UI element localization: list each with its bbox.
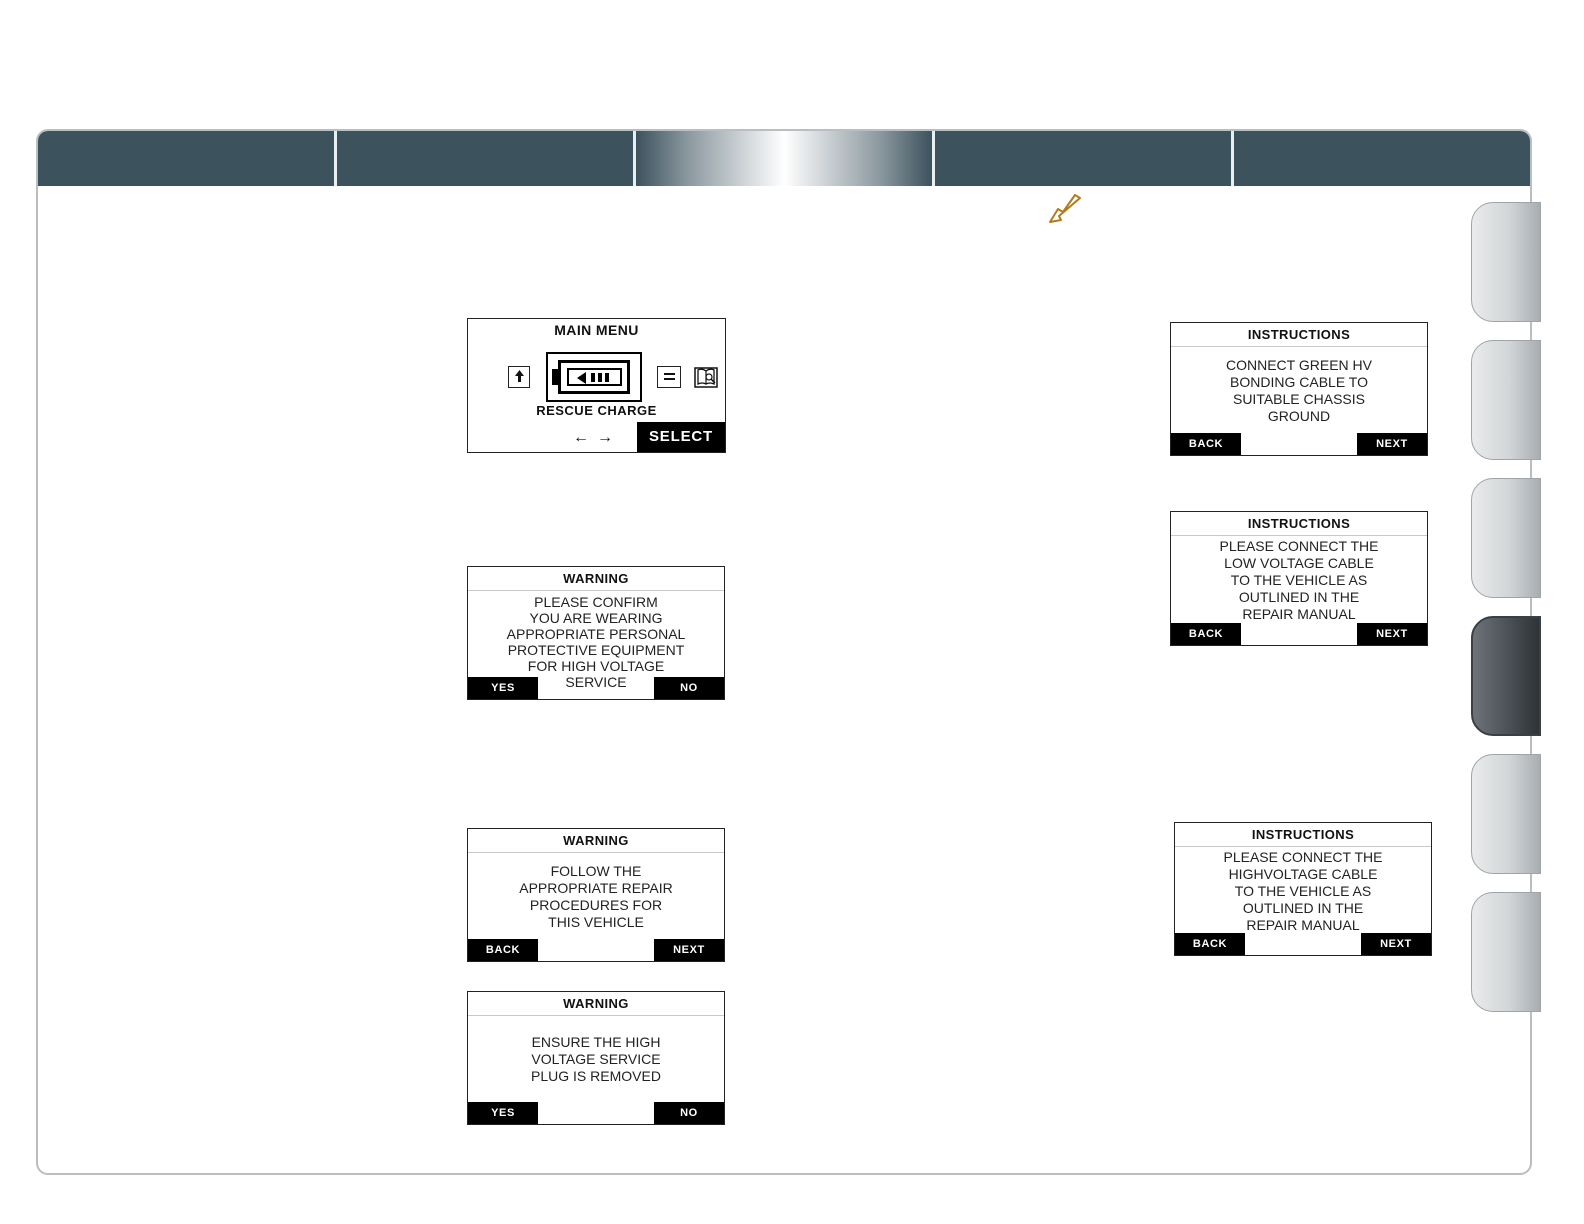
battery-level — [567, 368, 622, 386]
main-menu-screen — [467, 318, 726, 453]
battery-bar — [605, 373, 609, 382]
nav-tab-4[interactable] — [935, 131, 1234, 186]
nav-arrows-icon[interactable]: ←→ — [573, 429, 621, 446]
charge-arrow-icon — [577, 372, 586, 384]
screen-message: FOLLOW THE APPROPRIATE REPAIR PROCEDURES FOR THIS VEHICLE — [519, 863, 673, 930]
side-tab-1[interactable] — [1471, 202, 1541, 322]
menu-item-caption: RESCUE CHARGE — [536, 403, 657, 418]
screen-message: PLEASE CONFIRM YOU ARE WEARING APPROPRIATE PERSONAL PROTECTIVE EQUIPMENT FOR HIGH VOLTAGE SERVICE — [506, 594, 686, 690]
no-button[interactable]: NO — [654, 1102, 724, 1124]
instructions-high-voltage-screen — [1174, 822, 1432, 956]
nav-tab-3-active[interactable] — [636, 131, 935, 186]
battery-charge-icon[interactable] — [546, 352, 642, 402]
next-button[interactable]: NEXT — [1357, 433, 1427, 455]
screen-title: INSTRUCTIONS — [1171, 323, 1427, 347]
side-tab-4-active[interactable] — [1471, 616, 1541, 736]
battery-bar — [598, 373, 602, 382]
yes-button[interactable]: YES — [468, 1102, 538, 1124]
screen-title: INSTRUCTIONS — [1171, 512, 1427, 536]
battery-bar — [591, 373, 595, 382]
upload-icon[interactable] — [508, 366, 530, 388]
instructions-bonding-screen — [1170, 322, 1428, 456]
back-button[interactable]: BACK — [1171, 623, 1241, 645]
screen-message: PLEASE CONNECT THE HIGHVOLTAGE CABLE TO THE VEHICLE AS OUTLINED IN THE REPAIR MANUAL — [1223, 849, 1383, 933]
screen-message: PLEASE CONNECT THE LOW VOLTAGE CABLE TO THE VEHICLE AS OUTLINED IN THE REPAIR MANUAL — [1219, 538, 1379, 622]
warning-ppe-screen — [467, 566, 725, 700]
select-button[interactable]: SELECT — [637, 422, 725, 452]
screen-message: ENSURE THE HIGH VOLTAGE SERVICE PLUG IS REMOVED — [531, 1034, 661, 1084]
list-icon[interactable] — [657, 366, 681, 388]
screen-title: WARNING — [468, 829, 724, 853]
screen-title: WARNING — [468, 992, 724, 1016]
side-tab-6[interactable] — [1471, 892, 1541, 1012]
next-button[interactable]: NEXT — [1361, 933, 1431, 955]
main-menu-title: MAIN MENU — [554, 322, 639, 338]
back-button[interactable]: BACK — [1171, 433, 1241, 455]
side-tab-5[interactable] — [1471, 754, 1541, 874]
top-nav-bar — [38, 131, 1530, 186]
book-icon[interactable] — [694, 365, 719, 389]
next-button[interactable]: NEXT — [654, 939, 724, 961]
back-button[interactable]: BACK — [1175, 933, 1245, 955]
screen-title: WARNING — [468, 567, 724, 591]
nav-tab-2[interactable] — [337, 131, 636, 186]
battery-body — [558, 360, 630, 394]
screen-message: CONNECT GREEN HV BONDING CABLE TO SUITABLE CHASSIS GROUND — [1226, 357, 1372, 424]
side-tab-3[interactable] — [1471, 478, 1541, 598]
next-button[interactable]: NEXT — [1357, 623, 1427, 645]
screen-title: INSTRUCTIONS — [1175, 823, 1431, 847]
side-tab-2[interactable] — [1471, 340, 1541, 460]
instructions-low-voltage-screen — [1170, 511, 1428, 646]
warning-plug-screen — [467, 991, 725, 1125]
nav-tab-1[interactable] — [38, 131, 337, 186]
content-frame — [36, 129, 1532, 1175]
pointer-arrow-icon[interactable] — [1047, 192, 1083, 226]
back-button[interactable]: BACK — [468, 939, 538, 961]
nav-tab-5[interactable] — [1234, 131, 1530, 186]
yes-button[interactable]: YES — [468, 677, 538, 699]
warning-repair-screen — [467, 828, 725, 962]
no-button[interactable]: NO — [654, 677, 724, 699]
